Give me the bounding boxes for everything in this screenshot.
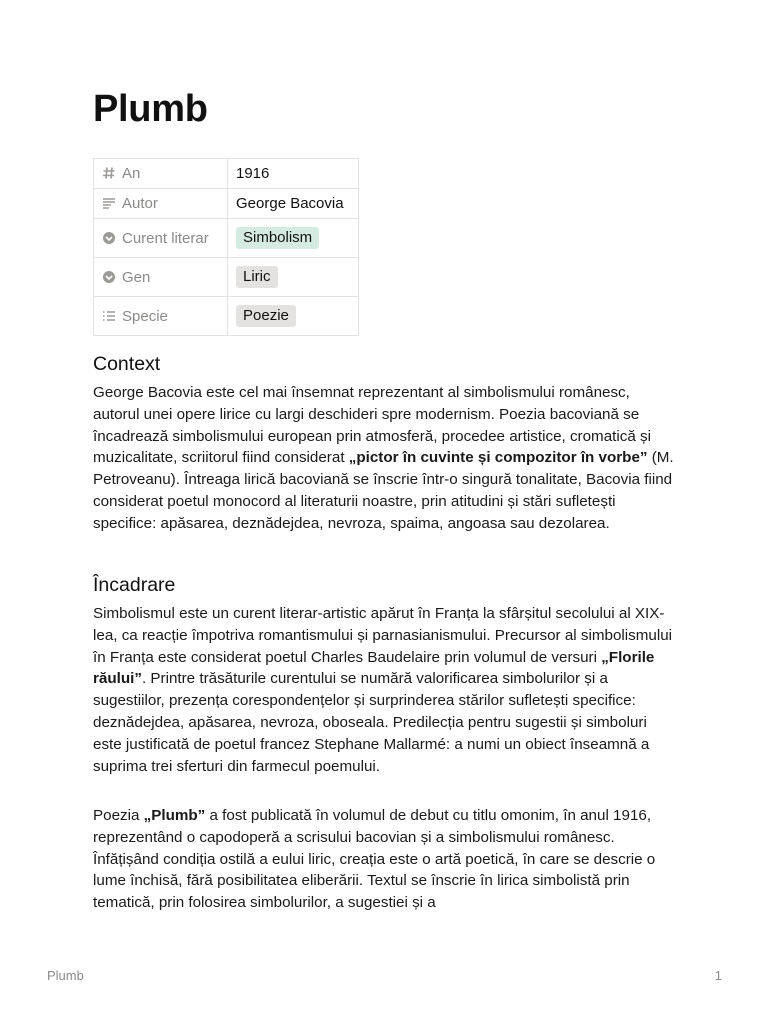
tag-liric: Liric (236, 266, 278, 288)
property-row-an (94, 159, 359, 189)
property-key-gen[interactable] (94, 258, 228, 297)
list-icon (102, 309, 116, 323)
property-row-specie (94, 297, 359, 336)
paragraph-text: a fost publicată în volumul de debut cu titlu omonim, în anul 1916, reprezentând o capodoperă a scrisului bacovian și a simbolismului românesc. Înfățișând condiția ostilă a eului liric, creația este o artă poetică, în care se descrie o lume închisă, fără posibilitatea eliberării. Textul se înscrie în lirica simbolistă prin tematică, prin folosirea simbolurilor, a sugestiei și a (93, 807, 656, 912)
section-heading-incadrare: Încadrare (93, 574, 176, 596)
incadrare-paragraph-1 (93, 603, 675, 777)
paragraph-text: George Bacovia este cel mai însemnat reprezentant al simbolismului românesc, autorul unei opere lirice cu largi deschideri spre modernism. Poezia bacoviană se încadrează simbolismului european prin atmosferă, procedee artistice, cromatică și muzicalitate, scriitorul fiind considerat (93, 384, 651, 467)
property-row-autor (94, 189, 359, 219)
property-key-label: Curent literar (122, 229, 209, 247)
property-key-label: Gen (122, 268, 151, 286)
page-title: Plumb (93, 88, 208, 130)
property-key-curent-literar[interactable] (94, 219, 228, 258)
incadrare-paragraph-2 (93, 805, 675, 914)
tag-poezie: Poezie (236, 305, 296, 327)
select-dropdown-icon (102, 270, 116, 284)
footer-page-number: 1 (714, 968, 722, 983)
context-paragraph (93, 382, 675, 535)
section-heading-context: Context (93, 353, 161, 375)
property-value-autor[interactable] (228, 189, 359, 219)
bold-quote: „Plumb” (143, 807, 206, 824)
property-row-gen (94, 258, 359, 297)
property-key-specie[interactable] (94, 297, 228, 336)
select-dropdown-icon (102, 231, 116, 245)
footer-title: Plumb (47, 968, 84, 983)
property-key-label: An (122, 165, 141, 182)
paragraph-text: . Printre trăsăturile curentului se numără valorificarea simbolurilor și a sugestiilor, prezența corespondențelor și surprinderea stărilor sufletești specifice: deznădejdea, apăsarea, nevroza, oboseala. Predilecția pentru sugestii și simboluri este justificată de poetul francez Stephane Mallarmé: a numi un obiect înseamnă a suprima trei sferturi din farmecul poemului. (93, 670, 650, 775)
property-value-an[interactable] (228, 159, 359, 189)
bold-quote: „pictor în cuvinte și compozitor în vorbe” (348, 449, 648, 467)
property-key-label: Autor (122, 195, 158, 212)
property-value-specie[interactable] (228, 297, 359, 336)
property-value-gen[interactable] (228, 258, 359, 297)
properties-table (93, 158, 359, 336)
paragraph-text: Simbolismul este un curent literar-artistic apărut în Franța la sfârșitul secolului al XIX-lea, ca reacție împotriva romantismului și parnasianismului. Precursor al simbolismului în Franța este considerat poetul Charles Baudelaire prin volumul de versuri (93, 605, 673, 666)
property-value-text: George Bacovia (236, 195, 344, 212)
property-key-an[interactable] (94, 159, 228, 189)
property-key-label: Specie (122, 307, 168, 325)
property-value-text: 1916 (236, 165, 270, 182)
tag-simbolism: Simbolism (236, 227, 319, 249)
hash-icon (102, 166, 116, 180)
property-value-curent-literar[interactable] (228, 219, 359, 258)
paragraph-text: (M. Petroveanu). Întreaga lirică bacoviană se înscrie într-o singură tonalitate, Bacovia fiind considerat poetul monocord al literaturii noastre, prin atitudini și stări sufletești specifice: apăsarea, deznădejdea, nevroza, spaima, angoasa sau dezolarea. (93, 449, 674, 532)
bold-quote: „Florile răului” (93, 648, 655, 688)
property-row-curent-literar (94, 219, 359, 258)
property-key-autor[interactable] (94, 189, 228, 219)
text-lines-icon (102, 196, 116, 210)
paragraph-text: Poezia (93, 807, 144, 824)
